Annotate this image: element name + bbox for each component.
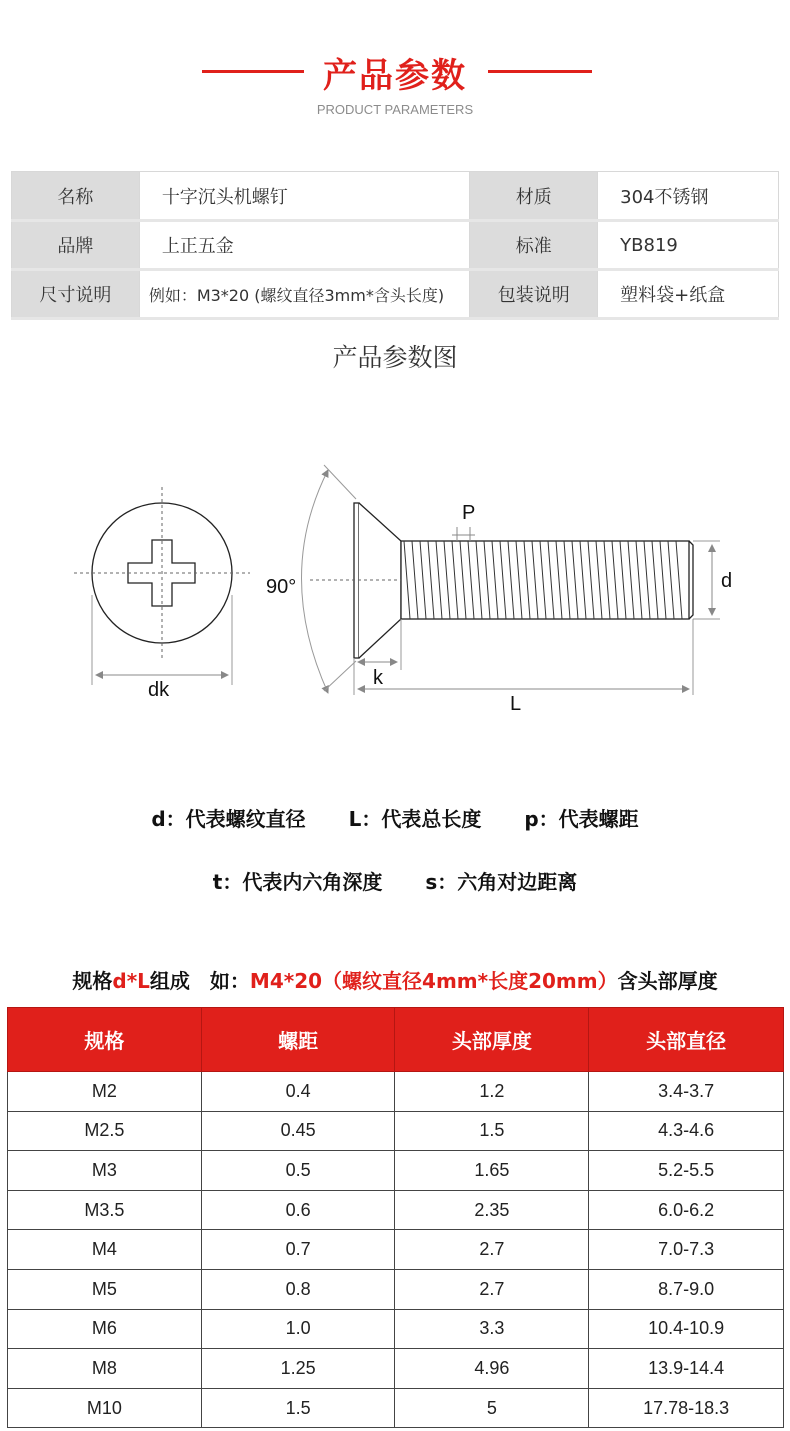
table-cell: M5	[8, 1269, 202, 1309]
column-header: 头部直径	[589, 1008, 784, 1072]
table-cell: 0.45	[201, 1111, 395, 1151]
param-key: 包装说明	[470, 270, 598, 319]
spec-mid: 组成 如：	[149, 969, 250, 993]
table-cell: M4	[8, 1230, 202, 1270]
params-row	[12, 270, 779, 319]
table-row	[8, 1349, 784, 1389]
table-cell: 4.96	[395, 1349, 589, 1389]
param-key: 名称	[12, 172, 140, 221]
legend-item: d：代表螺纹直径	[151, 807, 306, 831]
table-cell: 2.7	[395, 1230, 589, 1270]
table-cell: M3	[8, 1151, 202, 1191]
table-cell: 0.5	[201, 1151, 395, 1191]
table-row	[8, 1072, 784, 1112]
label-k: k	[373, 667, 383, 689]
head-top-view	[74, 487, 250, 685]
param-value: 塑料袋+纸盒	[598, 270, 779, 319]
table-cell: 1.5	[395, 1111, 589, 1151]
legend-item: L：代表总长度	[348, 807, 482, 831]
table-cell: M8	[8, 1349, 202, 1389]
table-cell: 2.7	[395, 1269, 589, 1309]
screw-diagram	[60, 455, 750, 730]
param-key: 品牌	[12, 221, 140, 270]
table-cell: 0.8	[201, 1269, 395, 1309]
table-cell: 1.0	[201, 1309, 395, 1349]
table-cell: 1.2	[395, 1072, 589, 1112]
table-cell: M2	[8, 1072, 202, 1112]
table-cell: 1.5	[201, 1388, 395, 1428]
spec-explanation	[0, 965, 790, 994]
params-row	[12, 172, 779, 221]
table-cell: 10.4-10.9	[589, 1309, 784, 1349]
legend-item: p：代表螺距	[524, 807, 639, 831]
spec-example: M4*20（螺纹直径4mm*长度20mm）	[249, 969, 618, 993]
param-key: 标准	[470, 221, 598, 270]
screw-side-view	[302, 465, 721, 695]
table-row	[8, 1190, 784, 1230]
param-key: 尺寸说明	[12, 270, 140, 319]
spec-suffix: 含头部厚度	[617, 969, 718, 993]
table-cell: 0.7	[201, 1230, 395, 1270]
param-value: 十字沉头机螺钉	[139, 172, 470, 221]
table-cell: M2.5	[8, 1111, 202, 1151]
table-cell: 3.3	[395, 1309, 589, 1349]
column-header: 螺距	[201, 1008, 395, 1072]
table-row	[8, 1388, 784, 1428]
table-cell: 0.4	[201, 1072, 395, 1112]
param-value: YB819	[598, 221, 779, 270]
table-row	[8, 1111, 784, 1151]
table-cell: 8.7-9.0	[589, 1269, 784, 1309]
column-header: 头部厚度	[395, 1008, 589, 1072]
table-cell: 1.25	[201, 1349, 395, 1389]
table-cell: 5	[395, 1388, 589, 1428]
label-dk: dk	[148, 679, 170, 701]
table-cell: M3.5	[8, 1190, 202, 1230]
table-cell: 5.2-5.5	[589, 1151, 784, 1191]
spec-dl: d*L	[112, 969, 150, 993]
legend-item: s：六角对边距离	[425, 870, 578, 894]
table-row	[8, 1269, 784, 1309]
label-l: L	[510, 693, 522, 715]
table-cell: 3.4-3.7	[589, 1072, 784, 1112]
legend-line-1	[0, 803, 790, 832]
label-angle: 90°	[266, 576, 297, 598]
table-cell: 17.78-18.3	[589, 1388, 784, 1428]
table-cell: M6	[8, 1309, 202, 1349]
params-table	[11, 171, 779, 320]
label-p: P	[462, 502, 476, 524]
diagram-title: 产品参数图	[332, 343, 458, 372]
legend-item: t：代表内六角深度	[212, 870, 383, 894]
page-title: 产品参数	[323, 56, 467, 96]
column-header: 规格	[8, 1008, 202, 1072]
params-row	[12, 221, 779, 270]
section-header	[0, 46, 790, 126]
table-cell: 2.35	[395, 1190, 589, 1230]
legend-line-2	[0, 866, 790, 895]
header-line-right	[488, 70, 592, 73]
spec-table	[7, 1007, 784, 1428]
param-value: 304不锈钢	[598, 172, 779, 221]
spec-header-row	[8, 1008, 784, 1072]
spec-prefix: 规格	[72, 969, 113, 993]
table-cell: 1.65	[395, 1151, 589, 1191]
table-row	[8, 1309, 784, 1349]
table-cell: M10	[8, 1388, 202, 1428]
table-cell: 13.9-14.4	[589, 1349, 784, 1389]
page-subtitle: PRODUCT PARAMETERS	[316, 102, 474, 117]
table-cell: 4.3-4.6	[589, 1111, 784, 1151]
table-row	[8, 1151, 784, 1191]
table-row	[8, 1230, 784, 1270]
label-d: d	[721, 570, 733, 592]
table-cell: 6.0-6.2	[589, 1190, 784, 1230]
param-key: 材质	[470, 172, 598, 221]
table-cell: 7.0-7.3	[589, 1230, 784, 1270]
param-value: 例如：M3*20 (螺纹直径3mm*含头长度)	[139, 270, 470, 319]
table-cell: 0.6	[201, 1190, 395, 1230]
param-value: 上正五金	[139, 221, 470, 270]
